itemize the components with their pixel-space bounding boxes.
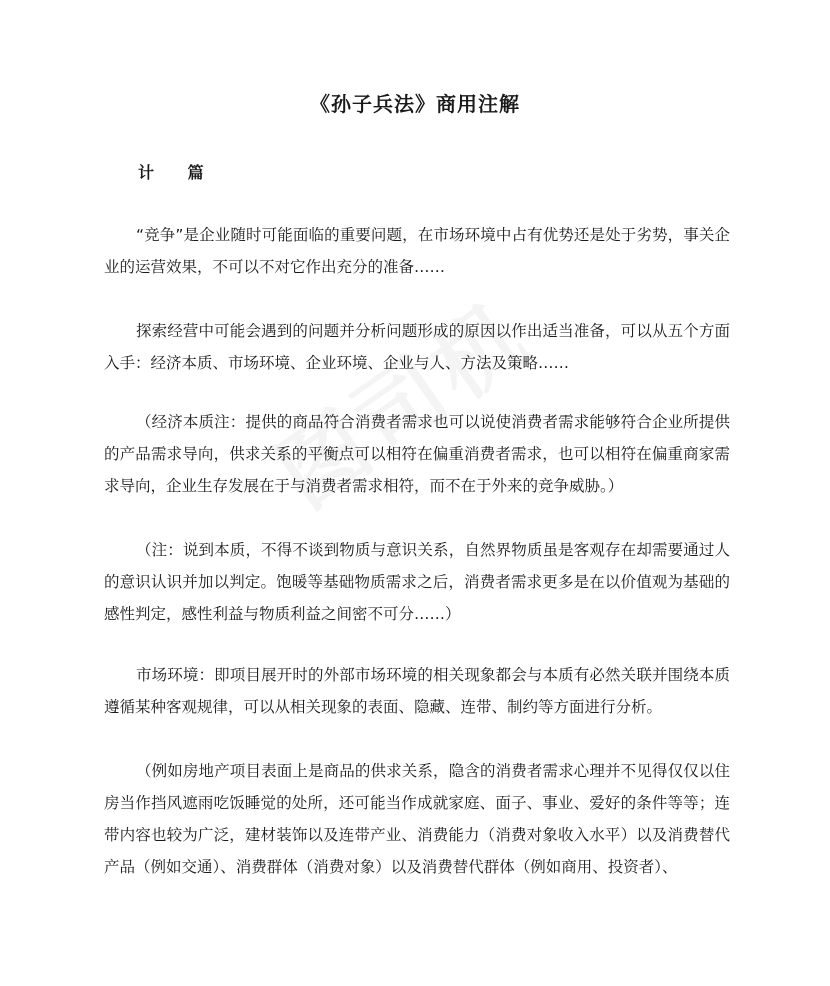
document-title: 《孙子兵法》商用注解 bbox=[310, 92, 520, 116]
paragraph-competition: “竞争”是企业随时可能面临的重要问题，在市场环境中占有优势还是处于劣势，事关企业的运营效果，不可以不对它作出充分的准备…… bbox=[104, 226, 730, 276]
paragraph-market-environment: 市场环境：即项目展开时的外部市场环境的相关现象都会与本质有必然关联并围绕本质遵循某种客观规律，可以从相关现象的表面、隐藏、连带、制约等方面进行分析。 bbox=[104, 666, 730, 716]
paragraph-five-aspects: 探索经营中可能会遇到的问题并分析问题形成的原因以作出适当准备，可以从五个方面入手：经济本质、市场环境、企业环境、企业与人、方法及策略…… bbox=[104, 322, 730, 372]
paragraph-essence-note: （注：说到本质，不得不谈到物质与意识关系，自然界物质虽是客观存在却需要通过人的意识认识并加以判定。饱暖等基础物质需求之后，消费者需求更多是在以价值观为基础的感性判定，感性利益与物质利益之间密不可分……） bbox=[104, 541, 730, 623]
paragraph-real-estate-example: （例如房地产项目表面上是商品的供求关系，隐含的消费者需求心理并不见得仅仅以住房当作挡风遮雨吃饭睡觉的处所，还可能当作成就家庭、面子、事业、爱好的条件等等；连带内容也较为广泛，建材装饰以及连带产业、消费能力（消费对象收入水平）以及消费替代产品（例如交通）、消费群体（消费对象）以及消费替代群体（例如商用、投资者）、 bbox=[104, 762, 730, 876]
section-heading: 计 篇 bbox=[138, 163, 218, 182]
paragraph-economic-essence-note: （经济本质注：提供的商品符合消费者需求也可以说使消费者需求能够符合企业所提供的产品需求导向，供求关系的平衡点可以相符在偏重消费者需求，也可以相符在偏重商家需求导向，企业生存发展在于与消费者需求相符，而不在于外来的竞争威胁。） bbox=[104, 413, 730, 495]
